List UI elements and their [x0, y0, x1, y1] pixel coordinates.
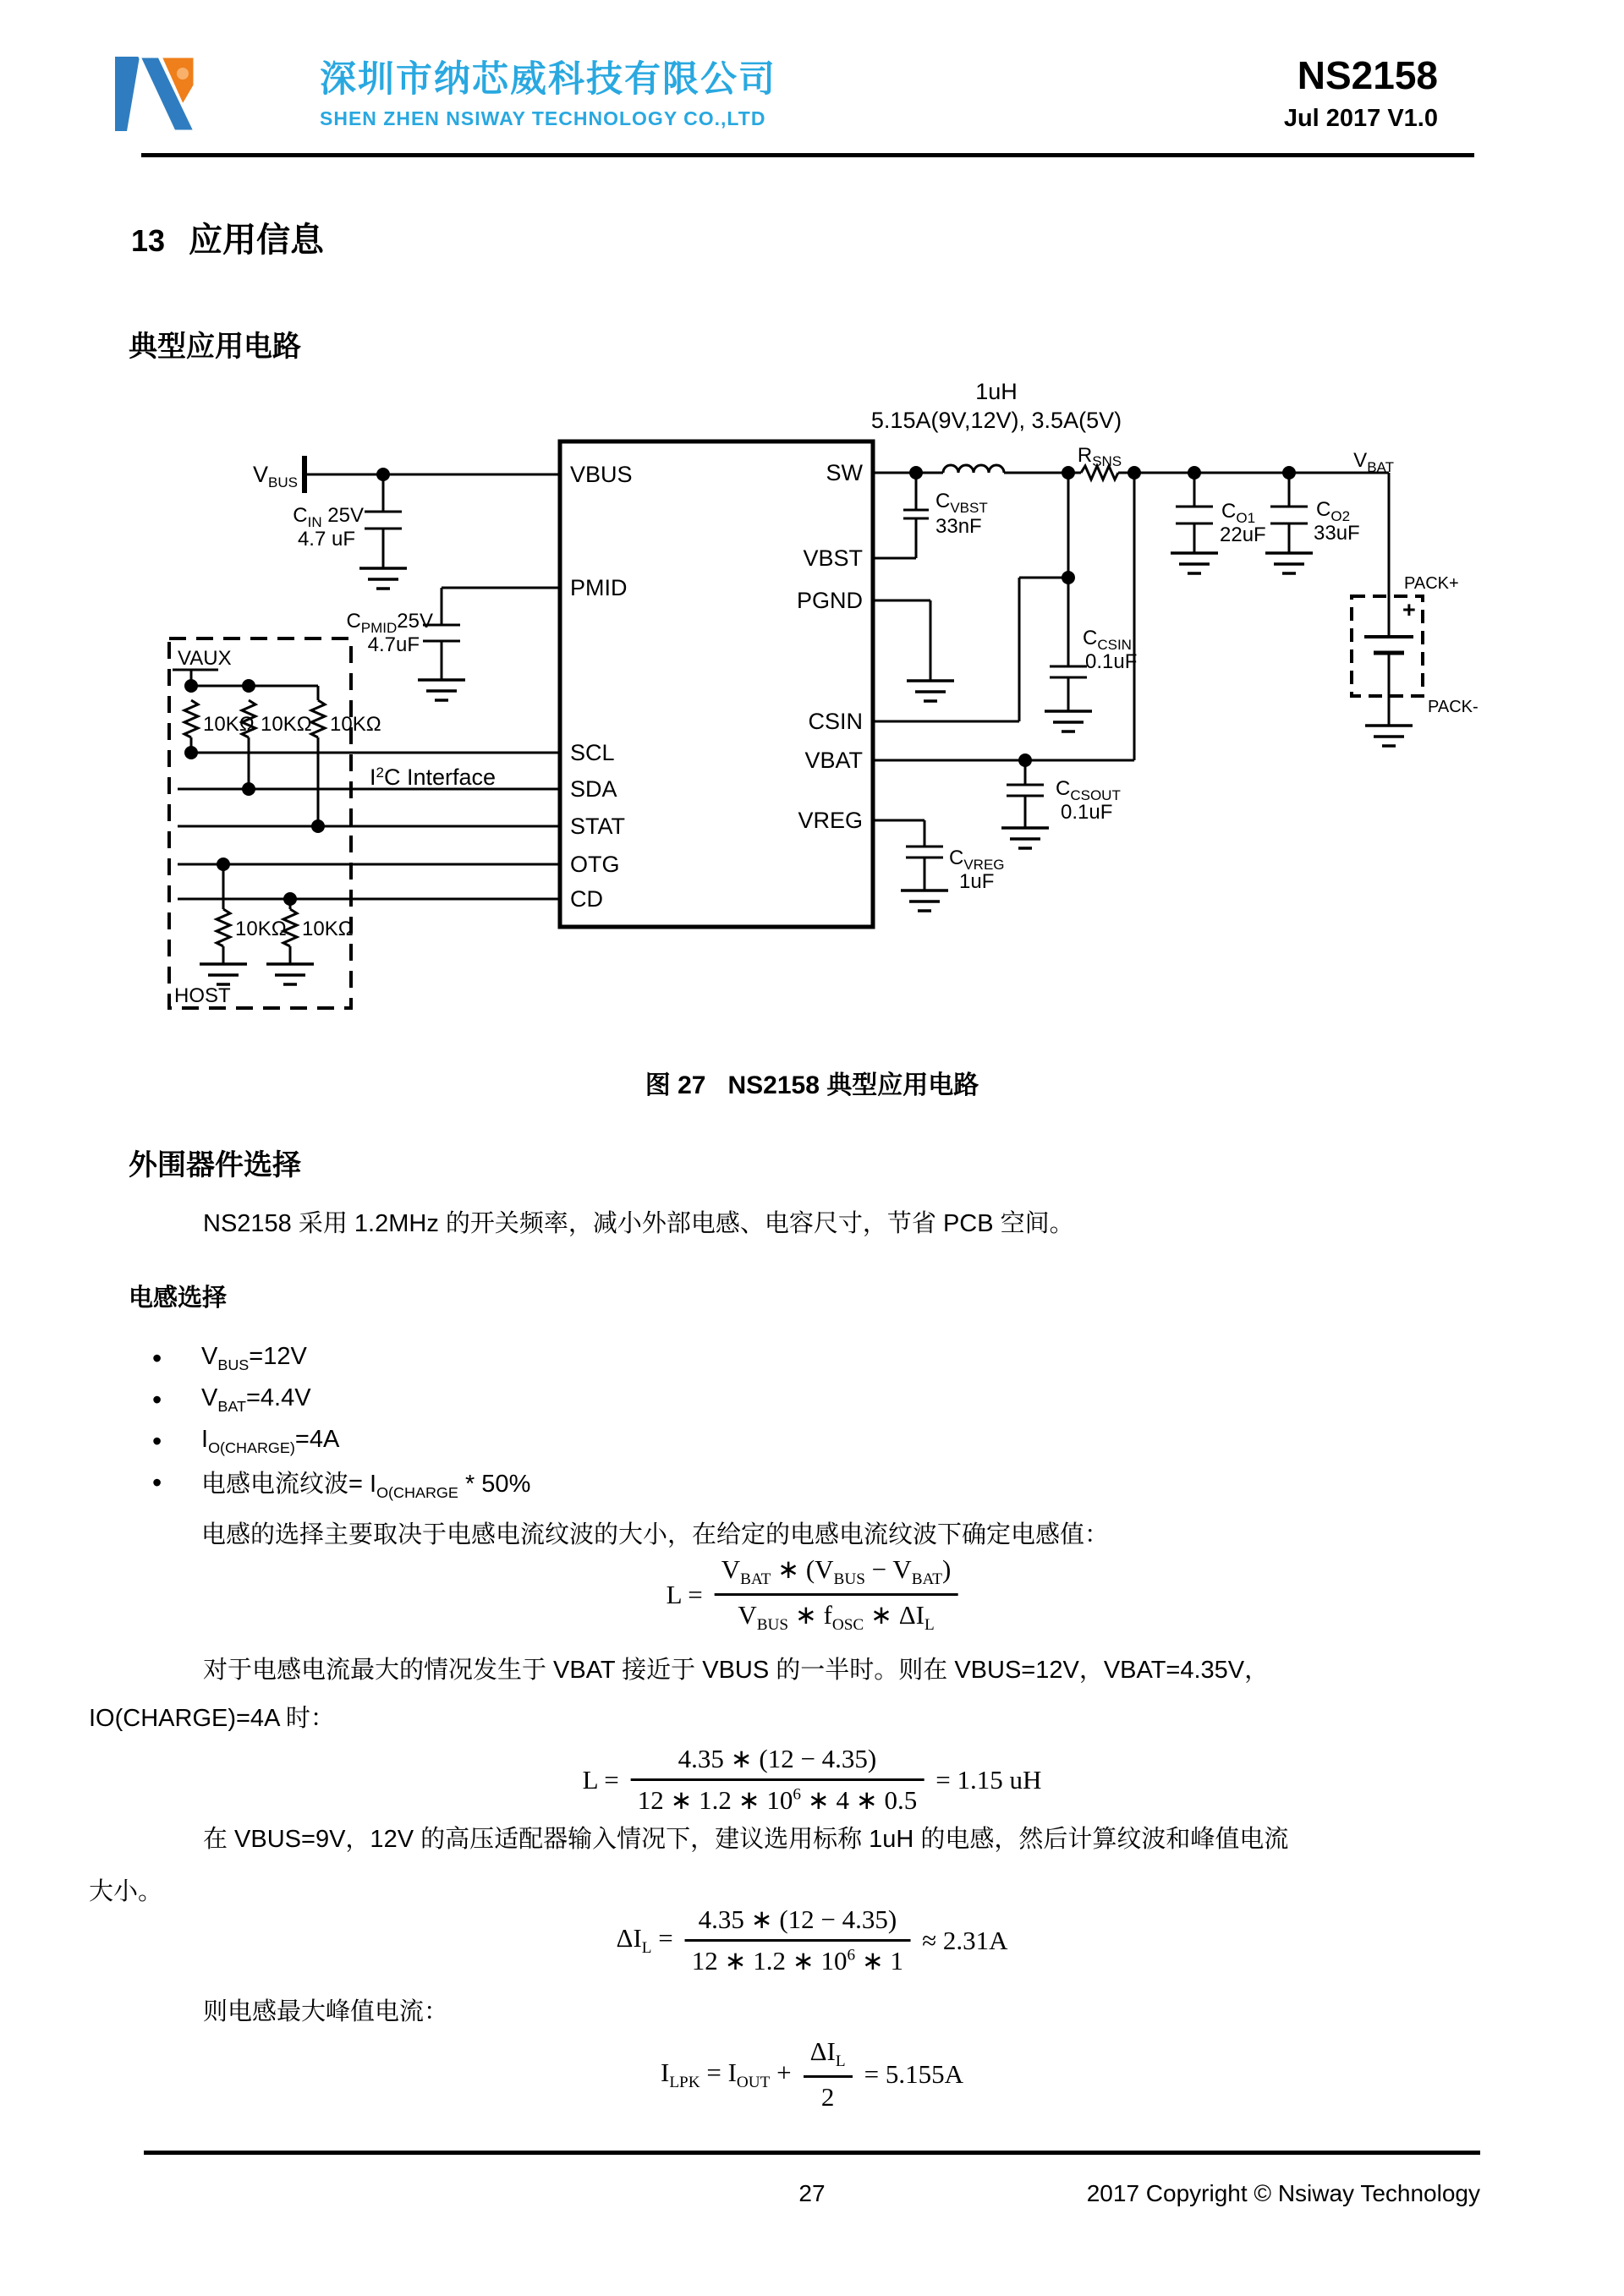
formula-inductance-calc	[583, 1744, 1042, 1816]
pin-csin: CSIN	[808, 709, 863, 734]
pack-minus-label: PACK-	[1428, 698, 1479, 716]
formula-denominator: 12 ∗ 1.2 ∗ $10^6$ ∗ 1	[685, 1939, 910, 1976]
formula-result: = 1.15 uH	[935, 1764, 1042, 1795]
copyright: 2017 Copyright © Nsiway Technology	[1086, 2180, 1480, 2206]
company-name-cn: 深圳市纳芯威科技有限公司	[320, 59, 776, 100]
circuit-diagram	[0, 364, 1624, 1040]
formula-lhs: L =	[582, 1764, 619, 1795]
pin-otg: OTG	[570, 852, 620, 877]
cin-label: $C_{IN}$ 25V	[293, 504, 364, 530]
figure-title: NS2158 典型应用电路	[727, 1071, 979, 1099]
para2-line2: IO(CHARGE)=4A 时：	[89, 1705, 335, 1732]
pin-sw: SW	[826, 460, 863, 485]
formula-fraction	[685, 1904, 910, 1976]
co2-value: 33uF	[1314, 522, 1360, 545]
pulldown1-label: 10KΩ	[235, 918, 287, 940]
formula-numerator: $\Delta I_L$	[809, 2036, 846, 2071]
host-label: HOST	[174, 984, 231, 1007]
para3-line1: 在 VBUS=9V，12V 的高压适配器输入情况下，建议选用标称 1uH 的电感，然后计算纹波和峰值电流	[203, 1826, 1289, 1853]
formula-result: ≈ 2.31A	[922, 1925, 1008, 1955]
page-number: 27	[798, 2180, 826, 2206]
company-name-en: SHEN ZHEN NSIWAY TECHNOLOGY CO.,LTD	[320, 107, 766, 129]
cvbst-value: 33nF	[935, 515, 982, 538]
peripherals-heading: 外围器件选择	[129, 1149, 301, 1181]
pack-plus-label: PACK+	[1404, 574, 1459, 593]
ccsout-label: $C_{CSOUT}$	[1056, 777, 1121, 803]
bullet-icon: •	[152, 1426, 162, 1456]
ccsin-value: 0.1uF	[1085, 650, 1138, 673]
bullet-icon: •	[152, 1384, 162, 1415]
formula-numerator: 4.35 ∗ (12 − 4.35)	[698, 1904, 897, 1934]
bullet-item-vbat	[129, 1379, 1109, 1421]
pin-scl: SCL	[570, 740, 615, 765]
formula-fraction	[631, 1744, 924, 1816]
cvbst-label: $C_{VBST}$	[935, 490, 988, 516]
section-title: 应用信息	[189, 222, 325, 259]
formula-numerator: $V_{BAT}$ ∗ $(V_{BUS} - V_{BAT})$	[721, 1554, 952, 1589]
intro-paragraph: NS2158 采用 1.2MHz 的开关频率，减小外部电感、电容尺寸，节省 PCB 空间。	[203, 1210, 1074, 1237]
rsns-label: $R_{SNS}$	[1077, 444, 1122, 469]
pin-sda: SDA	[570, 776, 617, 802]
revision: Jul 2017 V1.0	[1283, 105, 1438, 132]
cpmid-label: $C_{PMID}25V$	[346, 610, 433, 636]
figure-number: 图 27	[645, 1071, 706, 1099]
para4: 则电感最大峰值电流：	[203, 1998, 449, 2025]
formula-lhs: L =	[666, 1579, 703, 1609]
inductor-rating: 5.15A(9V,12V), 3.5A(5V)	[870, 408, 1122, 433]
formula-denominator: 2	[804, 2075, 853, 2112]
bullet-note: 电感的选择主要取决于电感电流纹波的大小，在给定的电感电流纹波下确定电感值：	[201, 1521, 1110, 1548]
bullet-item-vbus	[129, 1338, 1109, 1379]
formula-peak-current	[661, 2036, 963, 2112]
nsiway-logo-icon	[112, 48, 196, 138]
pin-vbus: VBUS	[570, 462, 633, 487]
inductor-heading: 电感选择	[129, 1285, 228, 1312]
footer-rule	[144, 2151, 1480, 2155]
pin-pgnd: PGND	[796, 588, 863, 613]
bullet-list	[129, 1338, 1109, 1550]
doc-id-block	[1100, 53, 1438, 133]
i2c-interface-label: $I^2C$ Interface	[370, 764, 497, 790]
formula-fraction	[804, 2036, 853, 2112]
pin-vreg: VREG	[798, 808, 863, 833]
co2-label: $C_{O2}$	[1316, 498, 1351, 524]
co1-label: $C_{O1}$	[1221, 500, 1256, 526]
ccsin-label: $C_{CSIN}$	[1083, 627, 1132, 653]
co1-value: 22uF	[1220, 523, 1266, 546]
bullet-icon: •	[152, 1343, 162, 1373]
bullet-icon: •	[152, 1467, 162, 1498]
formula-lhs: $\Delta I_L$ =	[616, 1922, 673, 1958]
bullet-item-iocharge	[129, 1421, 1109, 1462]
inductor-value: 1uH	[975, 379, 1018, 404]
bullet-item-ripple	[129, 1462, 1109, 1504]
company-logo	[112, 48, 196, 138]
pin-cd: CD	[570, 886, 603, 912]
pin-vbst: VBST	[803, 545, 863, 571]
formula-result: = 5.155A	[864, 2059, 963, 2090]
pullup1-label: 10KΩ	[203, 713, 255, 736]
cvreg-label: $C_{VREG}$	[949, 847, 1005, 873]
section-heading	[131, 213, 324, 261]
header-rule	[141, 153, 1474, 157]
vbat-terminal-label: $V_{BAT}$	[1353, 449, 1394, 475]
bullet-text: $I_{O(CHARGE)}=4A$	[201, 1426, 340, 1456]
vaux-label: VAUX	[178, 647, 232, 670]
pin-vbat: VBAT	[804, 748, 863, 773]
pullup2-label: 10KΩ	[261, 713, 312, 736]
cin-value: 4.7 uF	[297, 528, 355, 551]
formula-denominator: $V_{BUS}$ ∗ $f_{OSC}$ ∗ $\Delta I_L$	[715, 1593, 958, 1635]
vbus-terminal-label: $V_{BUS}$	[253, 462, 298, 490]
bullet-text: $V_{BAT}=4.4V$	[201, 1384, 311, 1415]
pin-stat: STAT	[570, 814, 625, 839]
ccsout-value: 0.1uF	[1061, 801, 1113, 824]
bullet-text: $V_{BUS}=12V$	[201, 1343, 307, 1373]
figure-caption	[0, 1064, 1624, 1101]
typical-circuit-heading: 典型应用电路	[129, 331, 301, 363]
section-number: 13	[131, 223, 166, 258]
formula-ripple-current	[617, 1904, 1008, 1976]
cpmid-value: 4.7uF	[367, 633, 420, 656]
pullup3-label: 10KΩ	[330, 713, 381, 736]
bullet-text: 电感电流纹波= $I_{O(CHARGE} * 50\%$	[201, 1470, 531, 1501]
formula-inductance	[667, 1554, 958, 1635]
formula-fraction	[715, 1554, 958, 1635]
formula-lhs: $I_{LPK} = I_{OUT}$ +	[661, 2057, 792, 2091]
formula-denominator: 12 ∗ 1.2 ∗ $10^6$ ∗ 4 ∗ 0.5	[631, 1778, 924, 1816]
para2-line1: 对于电感电流最大的情况发生于 VBAT 接近于 VBUS 的一半时。则在 VBUS=12V，VBAT=4.35V，	[203, 1657, 1270, 1684]
company-name-block	[320, 51, 776, 130]
pulldown2-label: 10KΩ	[302, 918, 354, 940]
pin-pmid: PMID	[570, 575, 628, 600]
formula-numerator: 4.35 ∗ (12 − 4.35)	[678, 1744, 877, 1773]
battery-plus-sign: +	[1402, 597, 1416, 622]
para3-line2: 大小。	[89, 1878, 163, 1905]
part-number: NS2158	[1297, 53, 1438, 97]
cvreg-value: 1uF	[959, 870, 995, 893]
